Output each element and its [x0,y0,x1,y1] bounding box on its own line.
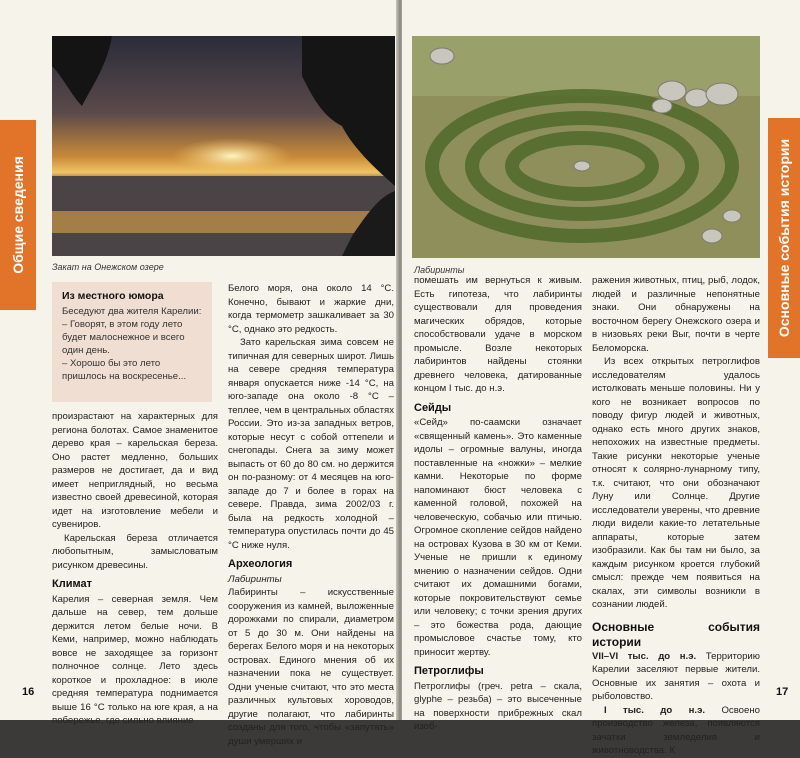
history-text: Территорию Карелии заселяют первые жители. Основные их занятия – охота и рыболовство. [592,650,760,702]
left-column-2 [228,282,394,748]
humor-line: – Хорошо бы это лето пришлось на воскресенье... [62,358,187,382]
paragraph: произрастают на характерных для региона болотах. Самое знаменитое дерево края – карельская береза. Оно растет медленно, больших размеров не достигает, да и вид имеет неприглядный, но весьма известно своей древесиной, которая идет на изготовление мебели и сувениров. [52,411,218,530]
sunset-photo [52,36,395,256]
history-date: I тыс. до н.э. [604,704,706,716]
page-number: 17 [776,686,789,698]
petroglyphs-heading: Петроглифы [414,665,484,677]
section-tab-label: Основные события истории [776,138,792,338]
paragraph: Зато карельская зима совсем не типичная для северных широт. Лишь на севере средняя температура января опускается ниже -14 °С, на юго-западе она около -8 °С – теплее, чем в центральных областях России. Это из-за западных ветров, которые несут с собой оттепели и снегопады. Снега за зиму может выпасть от 60 до 80 см. но держится он по-разному: от 4 месяцев на юго-западе до 7 и более в горах на севере. Правда, зима 2002/03 г. была на редкость холодной – температура опустилась почти до 45 °С ниже нуля. [228,337,394,551]
photo-caption: Закат на Онежском озере [52,262,164,272]
history-heading: Основные события истории [592,619,760,649]
humor-line: – Говорят, в этом году лето будет малоснежное и всего один день. [62,319,185,356]
photo-caption: Лабиринты [414,265,465,275]
paragraph: Петроглифы (греч. petra – скала, glyphe – резьба) – это высеченные на поверхности прибрежных скал изоб- [414,680,582,732]
history-date: VII–VI тыс. до н.э. [592,650,697,662]
seids-heading: Сейды [414,401,452,414]
paragraph: Лабиринты – искусственные сооружения из камней, выложенные дорожками по спирали, диаметром от 5 до 30 м. Они найдены на берегах Белого моря и на некоторых островах. Единого мнения об их назначении пока не существует. Одни ученые считают, что это места различных культовых хороводов, другие полагают, что лабиринты созданы для того, чтобы «запутать» души умерших и [228,587,394,747]
left-page [0,0,398,747]
archaeology-heading: Археология [228,558,293,570]
humor-box [52,282,212,402]
right-page [402,0,800,756]
humor-box-title: Из местного юмора [62,290,164,302]
humor-line: Беседуют два жителя Карелии: [62,306,202,317]
right-column-1 [414,274,582,734]
right-column-2 [592,274,760,758]
left-column-1 [52,410,218,728]
history-item [592,650,760,704]
paragraph: Карелия – северная земля. Чем дальше на север, тем дольше держится летом белые ночи. В Кеми, например, можно наблюдать вовсе не заходящее за горизонт полночное солнце. Лето здесь короткое и прохладное: в июле средняя температура поднимается выше 16 °С только на юге края, а на побережье, где сильно влияние [52,593,218,726]
paragraph: помешать им вернуться к живым. Есть гипотеза, что лабиринты существовали для проведения магических обрядов, которые способствовали удаче в морском промысле. Возле некоторых лабиринтов найдены стоянки древнего человека, датированные концом I тыс. до н.э. [414,275,582,394]
page-number: 16 [22,686,35,698]
history-text: Освоено производство железа, появляются зачатки земледелия и животноводства. К [592,704,760,756]
section-tab [0,120,36,310]
sunset-illustration [52,36,395,256]
history-item [592,704,760,758]
section-tab [768,118,800,358]
labyrinths-subheading: Лабиринты [228,573,282,585]
labyrinth-photo [412,36,760,258]
paragraph: «Сейд» по-саамски означает «священный камень». Это каменные идолы – огромные валуны, иногда поставленные на «ножки» – мелкие камни. Некоторые по форме напоминают бюст человека с каменной головой, похожей на человеческую, собачью или птичью. Огромное скопление сейдов найдено на островах Кузова в 30 км от Кеми. Ученые не пришли к единому мнению о назначении сейдов. Одни считают их домашними богами, которые покровительствуют семье или человеку; с точки зрения других – это божества рода, дающие промысловое счастье тому, кто приносит жертву. [414,417,582,658]
paragraph: Белого моря, она около 14 °С. Конечно, бывают и жаркие дни, когда термометр зашкаливает за 30 °С, однако это редкость. [228,283,394,335]
paragraph: Из всех открытых петроглифов исследователям удалось истолковать меньше половины. Ни у кого не возникает вопросов по поводу фигур людей и животных, однако есть много других знаков, непохожих на известные предметы. Такие рисунки некоторые ученые относят к солярно-лунарному типу, т.к. считают, что они обозначают Луну или Солнце. Другие исследователи уверены, что древние люди видели какие-то летательные аппараты, которые затем изобразили. Как бы там ни было, за каждым рисунком кроется глубокий смысл: прежде чем появиться на скалах, эти символы возникли в сознании людей. [592,356,760,610]
labyrinth-illustration [412,36,760,258]
paragraph: Карельская береза отличается любопытным, замысловатым рисунком древесины. [52,532,218,571]
section-tab-label: Общие сведения [10,156,26,274]
climate-heading: Климат [52,578,92,590]
paragraph: ражения животных, птиц, рыб, лодок, людей и различные непонятные знаки. Они обнаружены на восточном берегу Онежского озера и в низовьях реки Выг, почти в черте Беломорска. [592,275,760,354]
